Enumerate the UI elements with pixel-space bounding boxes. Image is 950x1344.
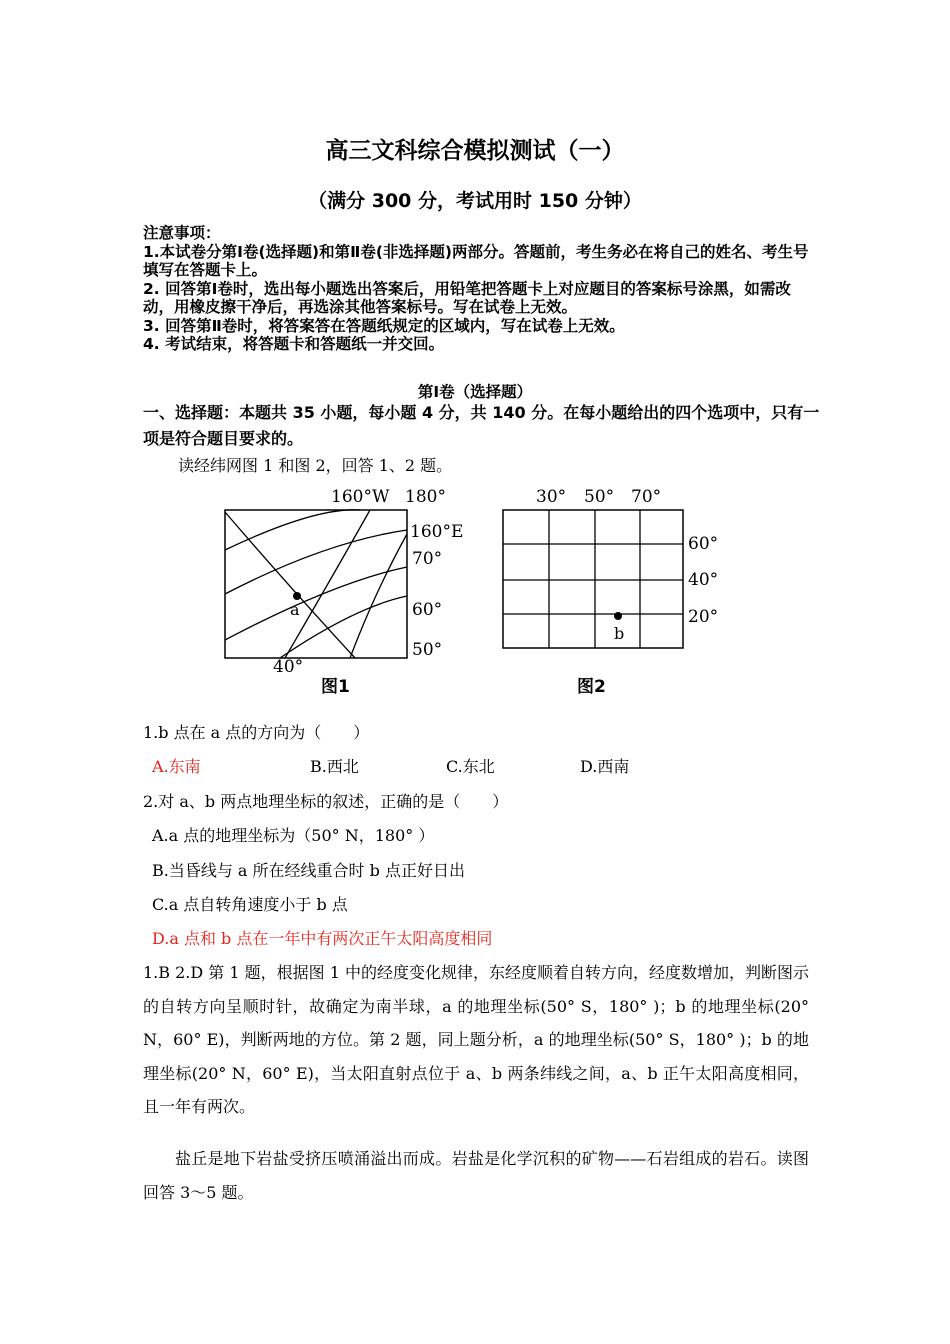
section-title: 第Ⅰ卷（选择题） bbox=[417, 383, 533, 401]
question-2-option-d: D.a 点和 b 点在一年中有两次正午太阳高度相同 bbox=[152, 929, 493, 948]
figure-2-frame bbox=[503, 510, 683, 648]
notes-item: 1.本试卷分第Ⅰ卷(选择题)和第Ⅱ卷(非选择题)两部分。答题前，考生务必在将自己的姓名、考生号填写在答题卡上。 bbox=[143, 242, 809, 279]
figure-1-caption: 图1 bbox=[321, 677, 350, 697]
figure-2-lines bbox=[503, 510, 683, 648]
lon-label: 50° bbox=[584, 487, 615, 507]
question-1-option-c: C.东北 bbox=[446, 757, 495, 776]
lon-label: 180° bbox=[405, 487, 446, 507]
notes-item: 3. 回答第Ⅱ卷时，将答案答在答题纸规定的区域内，写在试卷上无效。 bbox=[143, 316, 625, 335]
lat-label: 50° bbox=[412, 640, 443, 660]
point-a-marker bbox=[293, 592, 301, 600]
longitude-line-1 bbox=[285, 510, 370, 658]
latitude-line-60 bbox=[225, 530, 407, 594]
reading-passage: 盐丘是地下岩盐受挤压喷涌溢出而成。岩盐是化学沉积的矿物——石岩组成的岩石。读图回答 3～5 题。 bbox=[143, 1149, 809, 1202]
notes-heading: 注意事项： bbox=[143, 224, 221, 242]
point-b-marker bbox=[614, 612, 622, 620]
lon-label: 30° bbox=[536, 487, 567, 507]
section-description: 一、选择题：本题共 35 小题，每小题 4 分，共 140 分。在每小题给出的四个选项中，只有一项是符合题目要求的。 bbox=[143, 403, 820, 448]
question-intro: 读经纬网图 1 和图 2，回答 1、2 题。 bbox=[178, 456, 453, 475]
lon-label: 160°W bbox=[331, 487, 390, 507]
question-2-option-a: A.a 点的地理坐标为（50° N，180° ） bbox=[152, 826, 435, 845]
point-b-label: b bbox=[614, 624, 625, 643]
lat-label: 70° bbox=[412, 549, 443, 569]
figure-1-frame bbox=[225, 510, 407, 658]
longitude-line-2 bbox=[350, 534, 407, 658]
page-subtitle: （满分 300 分，考试用时 150 分钟） bbox=[308, 190, 642, 212]
question-1-option-d: D.西南 bbox=[580, 757, 630, 776]
page-title: 高三文科综合模拟测试（一） bbox=[325, 138, 625, 164]
figure-1-graticule bbox=[215, 482, 475, 702]
notes-block bbox=[143, 224, 813, 354]
question-2-option-b: B.当昏线与 a 所在经线重合时 b 点正好日出 bbox=[152, 861, 465, 880]
question-2-stem: 2.对 a、b 两点地理坐标的叙述，正确的是（ ） bbox=[143, 792, 509, 811]
latitude-line-70 bbox=[225, 510, 360, 550]
notes-item: 4. 考试结束，将答题卡和答题纸一并交回。 bbox=[143, 335, 445, 353]
notes-item: 2. 回答第Ⅰ卷时，选出每小题选出答案后，用铅笔把答题卡上对应题目的答案标号涂黑，如需改动，用橡皮擦干净后，再选涂其他答案标号。写在试卷上无效。 bbox=[143, 279, 791, 316]
longitude-line-3 bbox=[225, 512, 355, 658]
question-2-option-c: C.a 点自转角速度小于 b 点 bbox=[152, 895, 348, 914]
lat-label: 60° bbox=[688, 534, 719, 554]
lat-label: 60° bbox=[412, 600, 443, 620]
question-1-option-b: B.西北 bbox=[310, 757, 359, 776]
question-1-stem: 1.b 点在 a 点的方向为（ ） bbox=[143, 723, 370, 742]
answer-explanation: 1.B 2.D 第 1 题，根据图 1 中的经度变化规律，东经度顺着自转方向，经度数增加，判断图示的自转方向呈顺时针，故确定为南半球，a 的地理坐标(50° S，180° )；b 的地理坐标(20° N，60° E)，判断两地的方位。第 2 题，同上题分析，a 的地理坐标(50° S，180° )；b 的地理坐标(20° N，60° E)，当太阳直射点位于 a、b 两条纬线之间，a、b 正午太阳高度相同，且一年有两次。 bbox=[143, 963, 809, 1116]
question-1-option-a: A.东南 bbox=[152, 757, 201, 776]
figure-2-caption: 图2 bbox=[577, 677, 606, 697]
lat-label: 40° bbox=[273, 657, 304, 677]
figure-2-graticule bbox=[495, 482, 735, 672]
lon-label: 160°E bbox=[410, 522, 464, 542]
point-a-label: a bbox=[290, 600, 300, 619]
figure-1-lines bbox=[225, 510, 407, 658]
lon-label: 70° bbox=[631, 487, 662, 507]
lat-label: 40° bbox=[688, 570, 719, 590]
lat-label: 20° bbox=[688, 607, 719, 627]
